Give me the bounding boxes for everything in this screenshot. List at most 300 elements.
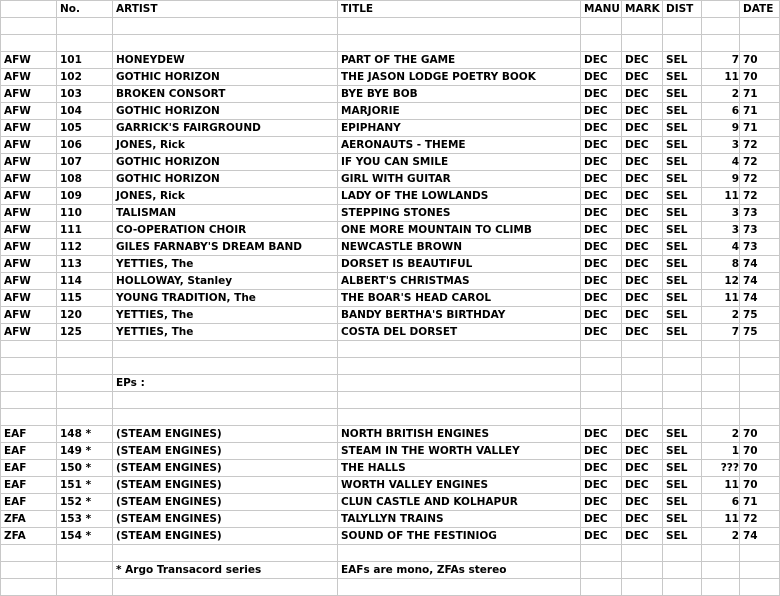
cell-date: 72	[740, 171, 780, 188]
cell-artist: HONEYDEW	[113, 52, 338, 69]
cell-date	[740, 545, 780, 562]
table-row	[1, 239, 780, 256]
cell-mark: DEC	[622, 239, 663, 256]
cell-artist: (STEAM ENGINES)	[113, 528, 338, 545]
cell-mark	[622, 545, 663, 562]
cell-mark: DEC	[622, 205, 663, 222]
cell-date: 72	[740, 137, 780, 154]
cell-prefix: AFW	[1, 86, 57, 103]
cell-prefix	[1, 392, 57, 409]
cell-month	[702, 579, 740, 596]
cell-manu	[581, 341, 622, 358]
cell-dist: SEL	[663, 103, 702, 120]
cell-date: 71	[740, 494, 780, 511]
cell-date	[740, 35, 780, 52]
table-row	[1, 426, 780, 443]
cell-mark: DEC	[622, 222, 663, 239]
cell-no: 148 *	[57, 426, 113, 443]
cell-no	[57, 409, 113, 426]
cell-dist: SEL	[663, 120, 702, 137]
cell-month: 9	[702, 120, 740, 137]
cell-prefix	[1, 358, 57, 375]
cell-mark: DEC	[622, 86, 663, 103]
cell-prefix	[1, 18, 57, 35]
cell-no: 107	[57, 154, 113, 171]
cell-month: 9	[702, 171, 740, 188]
cell-title: NEWCASTLE BROWN	[338, 239, 581, 256]
cell-manu: DEC	[581, 86, 622, 103]
blank-row	[1, 358, 780, 375]
cell-month: 2	[702, 426, 740, 443]
cell-dist: SEL	[663, 69, 702, 86]
header-date: DATE	[740, 1, 780, 18]
cell-dist: SEL	[663, 273, 702, 290]
cell-mark: DEC	[622, 528, 663, 545]
cell-title: NORTH BRITISH ENGINES	[338, 426, 581, 443]
cell-mark	[622, 358, 663, 375]
cell-title: TALYLLYN TRAINS	[338, 511, 581, 528]
cell-title	[338, 545, 581, 562]
cell-manu: DEC	[581, 307, 622, 324]
cell-dist: SEL	[663, 239, 702, 256]
cell-mark	[622, 392, 663, 409]
cell-no: 101	[57, 52, 113, 69]
cell-date: 73	[740, 205, 780, 222]
cell-manu: DEC	[581, 528, 622, 545]
cell-dist: SEL	[663, 171, 702, 188]
cell-mark	[622, 579, 663, 596]
cell-manu: DEC	[581, 103, 622, 120]
cell-no	[57, 341, 113, 358]
cell-prefix: AFW	[1, 52, 57, 69]
cell-mark: DEC	[622, 460, 663, 477]
cell-prefix: AFW	[1, 120, 57, 137]
table-row	[1, 324, 780, 341]
cell-date: 70	[740, 52, 780, 69]
cell-mark: DEC	[622, 443, 663, 460]
cell-date: 72	[740, 188, 780, 205]
cell-artist: (STEAM ENGINES)	[113, 511, 338, 528]
cell-artist: GOTHIC HORIZON	[113, 103, 338, 120]
cell-title: AERONAUTS - THEME	[338, 137, 581, 154]
cell-mark	[622, 35, 663, 52]
cell-date: 71	[740, 86, 780, 103]
cell-month	[702, 562, 740, 579]
cell-title: STEAM IN THE WORTH VALLEY	[338, 443, 581, 460]
cell-title	[338, 409, 581, 426]
cell-artist: GOTHIC HORIZON	[113, 171, 338, 188]
cell-prefix	[1, 375, 57, 392]
cell-month: 3	[702, 222, 740, 239]
cell-no: 115	[57, 290, 113, 307]
cell-date	[740, 358, 780, 375]
cell-prefix: AFW	[1, 290, 57, 307]
cell-no: 110	[57, 205, 113, 222]
cell-manu	[581, 579, 622, 596]
table-row	[1, 86, 780, 103]
cell-artist: EPs :	[113, 375, 338, 392]
cell-artist: BROKEN CONSORT	[113, 86, 338, 103]
cell-no: 152 *	[57, 494, 113, 511]
table-row	[1, 307, 780, 324]
table-row	[1, 120, 780, 137]
cell-title	[338, 358, 581, 375]
cell-manu	[581, 562, 622, 579]
cell-dist: SEL	[663, 511, 702, 528]
cell-month	[702, 392, 740, 409]
cell-prefix	[1, 341, 57, 358]
cell-no: 114	[57, 273, 113, 290]
cell-no: 154 *	[57, 528, 113, 545]
table-row	[1, 511, 780, 528]
cell-mark: DEC	[622, 307, 663, 324]
cell-artist	[113, 545, 338, 562]
cell-artist	[113, 409, 338, 426]
cell-manu	[581, 545, 622, 562]
cell-no: 151 *	[57, 477, 113, 494]
cell-no	[57, 375, 113, 392]
cell-date	[740, 562, 780, 579]
cell-no: 111	[57, 222, 113, 239]
cell-date: 72	[740, 511, 780, 528]
cell-mark	[622, 562, 663, 579]
cell-mark: DEC	[622, 103, 663, 120]
cell-month	[702, 35, 740, 52]
cell-title	[338, 35, 581, 52]
cell-dist	[663, 579, 702, 596]
cell-title: COSTA DEL DORSET	[338, 324, 581, 341]
cell-date: 70	[740, 69, 780, 86]
table-row	[1, 460, 780, 477]
cell-manu: DEC	[581, 426, 622, 443]
header-artist: ARTIST	[113, 1, 338, 18]
table-row	[1, 375, 780, 392]
cell-date: 71	[740, 103, 780, 120]
cell-month: 11	[702, 511, 740, 528]
cell-dist	[663, 409, 702, 426]
cell-mark	[622, 18, 663, 35]
cell-mark: DEC	[622, 494, 663, 511]
cell-date: 74	[740, 528, 780, 545]
cell-month: ???	[702, 460, 740, 477]
cell-month	[702, 18, 740, 35]
cell-manu: DEC	[581, 52, 622, 69]
table-row	[1, 494, 780, 511]
cell-title: CLUN CASTLE AND KOLHAPUR	[338, 494, 581, 511]
cell-mark: DEC	[622, 69, 663, 86]
cell-artist	[113, 579, 338, 596]
cell-date	[740, 341, 780, 358]
cell-title: THE JASON LODGE POETRY BOOK	[338, 69, 581, 86]
cell-mark: DEC	[622, 120, 663, 137]
cell-manu	[581, 358, 622, 375]
cell-no: 125	[57, 324, 113, 341]
cell-prefix: EAF	[1, 477, 57, 494]
cell-dist	[663, 341, 702, 358]
cell-date: 70	[740, 460, 780, 477]
cell-prefix: ZFA	[1, 511, 57, 528]
cell-manu: DEC	[581, 494, 622, 511]
cell-no: 153 *	[57, 511, 113, 528]
cell-manu: DEC	[581, 69, 622, 86]
cell-dist: SEL	[663, 324, 702, 341]
cell-title: STEPPING STONES	[338, 205, 581, 222]
cell-mark: DEC	[622, 290, 663, 307]
cell-artist	[113, 341, 338, 358]
table-row	[1, 528, 780, 545]
cell-no: 120	[57, 307, 113, 324]
cell-title: LADY OF THE LOWLANDS	[338, 188, 581, 205]
cell-artist: (STEAM ENGINES)	[113, 460, 338, 477]
cell-mark: DEC	[622, 171, 663, 188]
cell-artist: * Argo Transacord series	[113, 562, 338, 579]
cell-prefix: EAF	[1, 460, 57, 477]
cell-date: 74	[740, 290, 780, 307]
cell-date	[740, 18, 780, 35]
cell-no: 150 *	[57, 460, 113, 477]
cell-title: THE BOAR'S HEAD CAROL	[338, 290, 581, 307]
cell-month: 11	[702, 290, 740, 307]
cell-mark: DEC	[622, 52, 663, 69]
cell-prefix: EAF	[1, 494, 57, 511]
cell-no: 104	[57, 103, 113, 120]
blank-row	[1, 545, 780, 562]
cell-manu	[581, 375, 622, 392]
blank-row	[1, 392, 780, 409]
cell-title	[338, 392, 581, 409]
table-row	[1, 188, 780, 205]
cell-title: EPIPHANY	[338, 120, 581, 137]
cell-prefix	[1, 409, 57, 426]
cell-manu: DEC	[581, 256, 622, 273]
cell-artist: JONES, Rick	[113, 137, 338, 154]
cell-month: 1	[702, 443, 740, 460]
cell-title: IF YOU CAN SMILE	[338, 154, 581, 171]
cell-title: PART OF THE GAME	[338, 52, 581, 69]
cell-manu	[581, 409, 622, 426]
cell-month: 6	[702, 494, 740, 511]
cell-month: 11	[702, 188, 740, 205]
cell-artist: YOUNG TRADITION, The	[113, 290, 338, 307]
cell-prefix: AFW	[1, 69, 57, 86]
table-row	[1, 103, 780, 120]
cell-manu: DEC	[581, 290, 622, 307]
cell-month: 7	[702, 52, 740, 69]
cell-no	[57, 358, 113, 375]
cell-no: 103	[57, 86, 113, 103]
cell-manu: DEC	[581, 511, 622, 528]
cell-manu: DEC	[581, 188, 622, 205]
cell-month: 4	[702, 239, 740, 256]
cell-artist	[113, 18, 338, 35]
cell-manu	[581, 18, 622, 35]
cell-no: 105	[57, 120, 113, 137]
cell-dist: SEL	[663, 443, 702, 460]
cell-dist: SEL	[663, 205, 702, 222]
cell-mark: DEC	[622, 137, 663, 154]
table-row	[1, 154, 780, 171]
cell-manu: DEC	[581, 273, 622, 290]
cell-prefix: AFW	[1, 222, 57, 239]
cell-no: 113	[57, 256, 113, 273]
table-row	[1, 562, 780, 579]
cell-date: 73	[740, 239, 780, 256]
cell-dist: SEL	[663, 426, 702, 443]
header-title: TITLE	[338, 1, 581, 18]
header-mark: MARK	[622, 1, 663, 18]
cell-dist: SEL	[663, 86, 702, 103]
cell-title	[338, 341, 581, 358]
cell-no: 112	[57, 239, 113, 256]
cell-title: DORSET IS BEAUTIFUL	[338, 256, 581, 273]
cell-date: 71	[740, 120, 780, 137]
table-row	[1, 205, 780, 222]
table-row	[1, 52, 780, 69]
cell-date	[740, 392, 780, 409]
cell-prefix: AFW	[1, 205, 57, 222]
cell-prefix: AFW	[1, 137, 57, 154]
cell-no: 102	[57, 69, 113, 86]
header-row	[1, 1, 780, 18]
cell-manu: DEC	[581, 137, 622, 154]
header-prefix	[1, 1, 57, 18]
cell-mark: DEC	[622, 273, 663, 290]
table-row	[1, 171, 780, 188]
blank-row	[1, 341, 780, 358]
cell-date	[740, 375, 780, 392]
cell-no	[57, 392, 113, 409]
header-dist: DIST	[663, 1, 702, 18]
cell-manu: DEC	[581, 154, 622, 171]
cell-dist	[663, 545, 702, 562]
cell-dist: SEL	[663, 477, 702, 494]
cell-date: 74	[740, 273, 780, 290]
table-row	[1, 137, 780, 154]
cell-manu: DEC	[581, 239, 622, 256]
cell-month: 2	[702, 528, 740, 545]
cell-prefix: EAF	[1, 443, 57, 460]
cell-prefix: AFW	[1, 154, 57, 171]
blank-row	[1, 409, 780, 426]
cell-dist: SEL	[663, 222, 702, 239]
cell-title: BANDY BERTHA'S BIRTHDAY	[338, 307, 581, 324]
cell-title: EAFs are mono, ZFAs stereo	[338, 562, 581, 579]
cell-date: 70	[740, 426, 780, 443]
blank-row	[1, 35, 780, 52]
cell-date: 73	[740, 222, 780, 239]
cell-month: 12	[702, 273, 740, 290]
blank-row	[1, 579, 780, 596]
cell-no	[57, 545, 113, 562]
header-no: No.	[57, 1, 113, 18]
cell-month: 3	[702, 137, 740, 154]
cell-dist: SEL	[663, 52, 702, 69]
cell-artist: YETTIES, The	[113, 307, 338, 324]
cell-no	[57, 18, 113, 35]
cell-mark: DEC	[622, 324, 663, 341]
cell-month	[702, 375, 740, 392]
cell-prefix: AFW	[1, 188, 57, 205]
cell-title	[338, 579, 581, 596]
table-row	[1, 477, 780, 494]
cell-no	[57, 579, 113, 596]
cell-artist: (STEAM ENGINES)	[113, 494, 338, 511]
cell-artist	[113, 358, 338, 375]
cell-mark	[622, 341, 663, 358]
cell-prefix: AFW	[1, 273, 57, 290]
cell-prefix: AFW	[1, 103, 57, 120]
cell-prefix: AFW	[1, 324, 57, 341]
cell-dist: SEL	[663, 188, 702, 205]
cell-month: 2	[702, 86, 740, 103]
cell-prefix: AFW	[1, 239, 57, 256]
cell-prefix: EAF	[1, 426, 57, 443]
cell-dist: SEL	[663, 154, 702, 171]
table-row	[1, 256, 780, 273]
cell-artist: GILES FARNABY'S DREAM BAND	[113, 239, 338, 256]
cell-prefix: AFW	[1, 171, 57, 188]
cell-dist	[663, 35, 702, 52]
cell-no: 106	[57, 137, 113, 154]
cell-prefix: AFW	[1, 307, 57, 324]
table-row	[1, 290, 780, 307]
cell-month	[702, 358, 740, 375]
cell-dist	[663, 562, 702, 579]
cell-month	[702, 545, 740, 562]
cell-title: SOUND OF THE FESTINIOG	[338, 528, 581, 545]
cell-dist: SEL	[663, 137, 702, 154]
cell-title: GIRL WITH GUITAR	[338, 171, 581, 188]
cell-prefix	[1, 562, 57, 579]
cell-title: BYE BYE BOB	[338, 86, 581, 103]
cell-mark: DEC	[622, 511, 663, 528]
cell-month: 7	[702, 324, 740, 341]
cell-month: 11	[702, 477, 740, 494]
cell-prefix: AFW	[1, 256, 57, 273]
cell-mark: DEC	[622, 426, 663, 443]
cell-manu: DEC	[581, 120, 622, 137]
cell-artist	[113, 35, 338, 52]
cell-date	[740, 409, 780, 426]
cell-artist: GOTHIC HORIZON	[113, 154, 338, 171]
cell-dist	[663, 358, 702, 375]
cell-title: MARJORIE	[338, 103, 581, 120]
cell-artist: GOTHIC HORIZON	[113, 69, 338, 86]
cell-manu: DEC	[581, 460, 622, 477]
cell-manu	[581, 392, 622, 409]
cell-artist: (STEAM ENGINES)	[113, 477, 338, 494]
cell-month	[702, 409, 740, 426]
cell-date: 72	[740, 154, 780, 171]
cell-date: 75	[740, 307, 780, 324]
cell-manu: DEC	[581, 205, 622, 222]
cell-mark: DEC	[622, 188, 663, 205]
cell-artist: YETTIES, The	[113, 324, 338, 341]
cell-mark: DEC	[622, 154, 663, 171]
cell-manu	[581, 35, 622, 52]
cell-prefix: ZFA	[1, 528, 57, 545]
cell-no	[57, 35, 113, 52]
cell-month	[702, 341, 740, 358]
cell-dist	[663, 392, 702, 409]
cell-artist: JONES, Rick	[113, 188, 338, 205]
cell-manu: DEC	[581, 443, 622, 460]
cell-artist: CO-OPERATION CHOIR	[113, 222, 338, 239]
cell-no: 108	[57, 171, 113, 188]
cell-title: ONE MORE MOUNTAIN TO CLIMB	[338, 222, 581, 239]
cell-manu: DEC	[581, 477, 622, 494]
cell-date: 74	[740, 256, 780, 273]
